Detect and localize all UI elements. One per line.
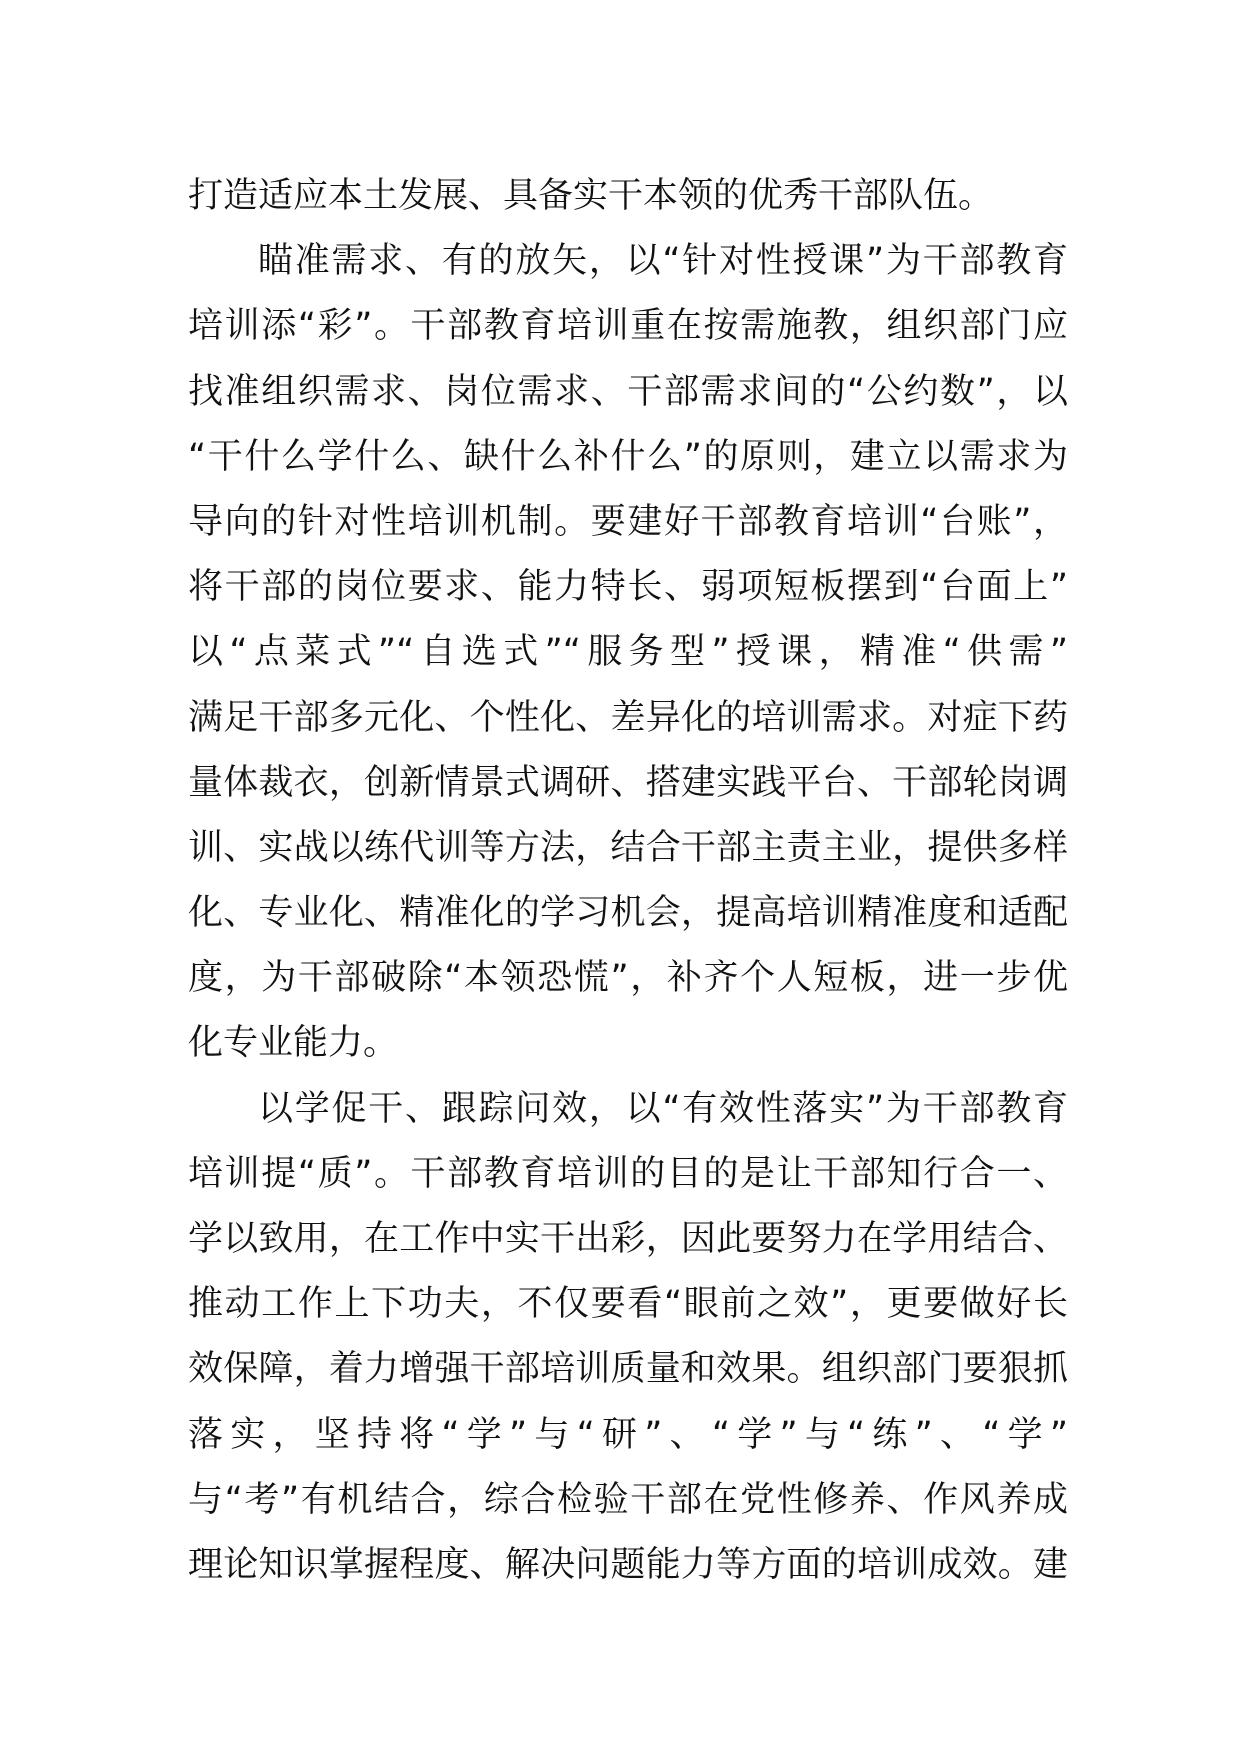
text-line: 落实，坚持将“学”与“研”、“学”与“练”、“学” (188, 1414, 1068, 1455)
text-line: “干什么学什么、缺什么补什么”的原则，建立以需求为 (188, 436, 1068, 477)
text-line: 理论知识掌握程度、解决问题能力等方面的培训成效。建 (188, 1544, 1068, 1585)
text-line: 将干部的岗位要求、能力特长、弱项短板摆到“台面上” (188, 567, 1068, 608)
text-line: 导向的针对性培训机制。要建好干部教育培训“台账”， (188, 501, 1068, 542)
text-line: 推动工作上下功夫，不仅要看“眼前之效”，更要做好长 (188, 1284, 1068, 1325)
text-line: 培训添“彩”。干部教育培训重在按需施教，组织部门应 (188, 306, 1068, 347)
text-line: 打造适应本土发展、具备实干本领的优秀干部队伍。 (188, 176, 994, 216)
text-line: 以“点菜式”“自选式”“服务型”授课，精准“供需” (188, 632, 1068, 673)
text-line: 度，为干部破除“本领恐慌”，补齐个人短板，进一步优 (188, 958, 1068, 999)
text-line: 与“考”有机结合，综合检验干部在党性修养、作风养成 (188, 1479, 1068, 1520)
text-line: 找准组织需求、岗位需求、干部需求间的“公约数”，以 (188, 371, 1068, 412)
text-line: 瞄准需求、有的放矢，以“针对性授课”为干部教育 (258, 241, 1068, 282)
text-line: 效保障，着力增强干部培训质量和效果。组织部门要狠抓 (188, 1349, 1068, 1390)
text-line: 以学促干、跟踪问效，以“有效性落实”为干部教育 (258, 1088, 1068, 1129)
text-line: 量体裁衣，创新情景式调研、搭建实践平台、干部轮岗调 (188, 762, 1068, 803)
text-line: 化专业能力。 (188, 1023, 399, 1064)
text-line: 学以致用，在工作中实干出彩，因此要努力在学用结合、 (188, 1219, 1068, 1259)
text-line: 化、专业化、精准化的学习机会，提高培训精准度和适配 (188, 893, 1068, 934)
text-line: 训、实战以练代训等方法，结合干部主责主业，提供多样 (188, 827, 1068, 868)
text-line: 培训提“质”。干部教育培训的目的是让干部知行合一、 (188, 1153, 1068, 1194)
text-line: 满足干部多元化、个性化、差异化的培训需求。对症下药 (188, 697, 1068, 738)
body-text (188, 164, 1068, 1598)
